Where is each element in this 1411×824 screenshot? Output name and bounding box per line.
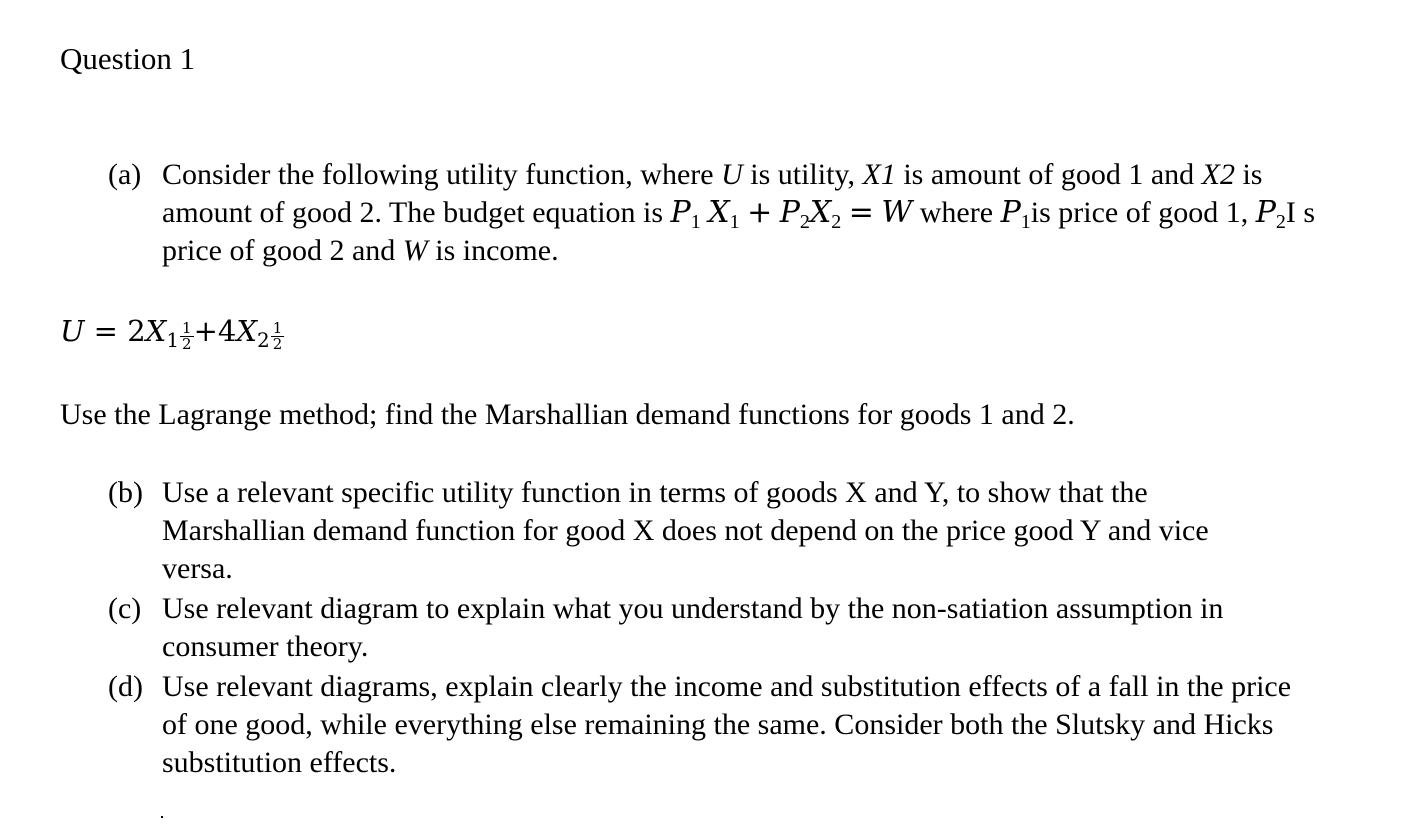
price-p2: $P_2$ (1255, 195, 1286, 233)
question-heading: Question 1 (60, 41, 196, 76)
exponent-half-1: $\frac{1}{2}$ (182, 318, 192, 353)
instruction-text: Use the Lagrange method; find the Marshallian demand functions for goods 1 and 2. (60, 398, 1075, 431)
exponent-half-2: $\frac{1}{2}$ (272, 318, 283, 353)
part-c-label: (c) (108, 592, 142, 625)
budget-equation: $P_1$ $X_1 + P_2X_2 = W$ (670, 195, 913, 233)
part-a-label: (a) (108, 158, 142, 191)
var-x2: X2 (1201, 158, 1235, 191)
part-a-text: Consider the following utility function, where U is utility, X1 is amount of good 1 and X2 is amount of good 2. The budget equation is $P_1$ $X_1 + P_2X_2 = W$ where $P_1is$ price of good 1, $P_2I$ s price of good 2 and W is income. (162, 158, 1316, 267)
var-u: U (721, 158, 743, 191)
part-c-text: Use relevant diagram to explain what you understand by the non-satiation assumption in consumer theory. (162, 592, 1224, 663)
part-b-text: Use a relevant specific utility function in terms of goods X and Y, to show that the Marshallian demand function for good X does not depend on the price good Y and vice versa. (162, 476, 1209, 585)
var-x1: X1 (862, 158, 896, 191)
question-part-d (108, 668, 1378, 782)
question-part-c (108, 590, 1378, 666)
utility-equation: $U = 2X_1$ $\frac{1}{2}$ $+4X_2$ $\frac{1}{2}$ (60, 314, 283, 353)
part-b-label: (b) (108, 476, 143, 509)
part-d-label: (d) (108, 670, 143, 703)
question-part-a (108, 156, 1378, 270)
var-w: W (402, 234, 428, 267)
price-p1: $P_1$ (1000, 195, 1031, 233)
stray-mark (161, 816, 163, 818)
part-d-text: Use relevant diagrams, explain clearly the income and substitution effects of a fall in the price of one good, while everything else remaining the same. Consider both the Slutsky and Hicks substitution effects. (162, 670, 1292, 779)
question-part-b (108, 474, 1378, 588)
